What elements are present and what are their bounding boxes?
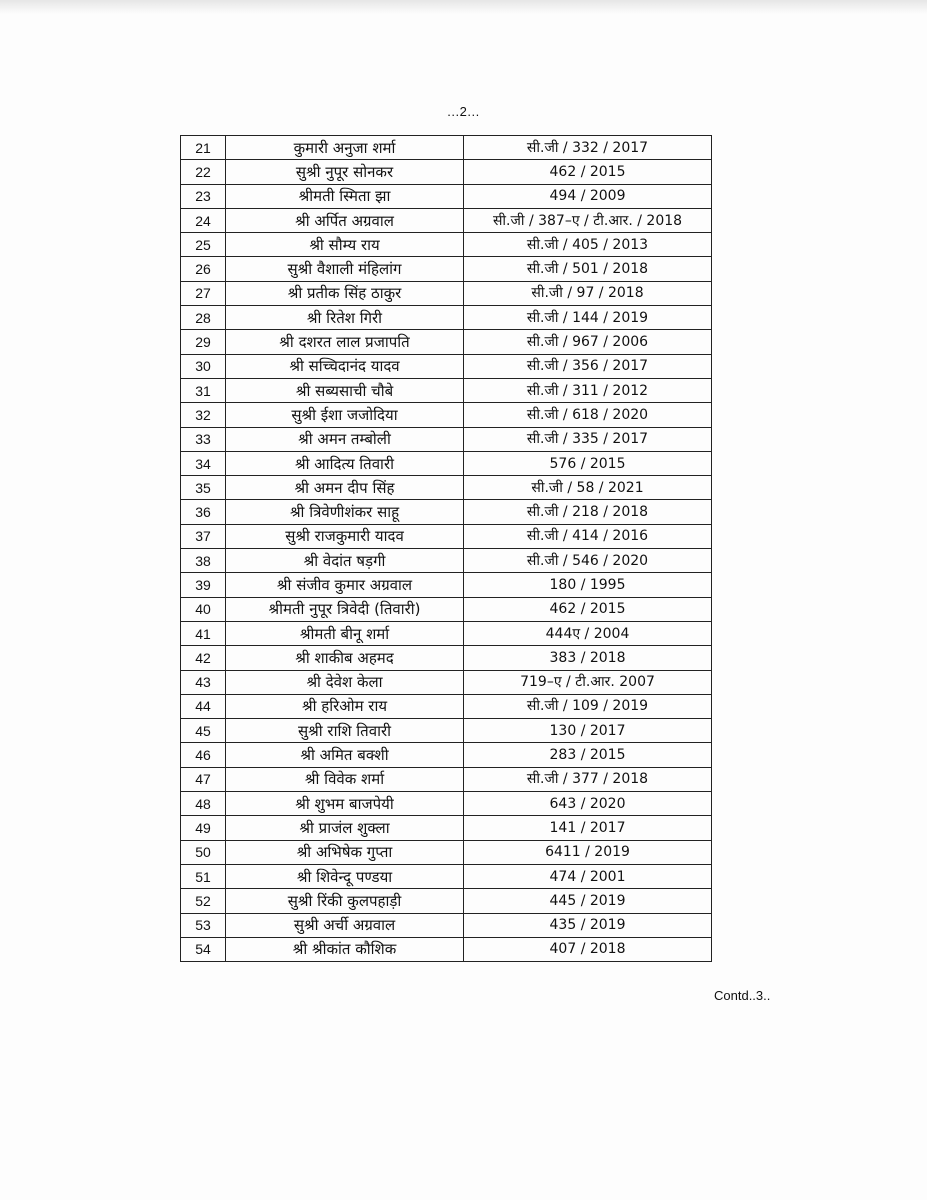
reference-number-cell: 444ए / 2004	[464, 621, 712, 645]
reference-number-cell: सी.जी / 501 / 2018	[464, 257, 712, 281]
name-cell: श्री देवेश केला	[226, 670, 464, 694]
serial-number-cell: 23	[181, 184, 226, 208]
serial-number-cell: 54	[181, 937, 226, 961]
name-cell: श्री वेदांत षड़गी	[226, 549, 464, 573]
table-row	[181, 500, 712, 524]
name-cell: श्री हरिओम राय	[226, 694, 464, 718]
serial-number-cell: 22	[181, 160, 226, 184]
reference-number-cell: 283 / 2015	[464, 743, 712, 767]
reference-number-cell: 445 / 2019	[464, 889, 712, 913]
table-row	[181, 767, 712, 791]
name-cell: श्री त्रिवेणीशंकर साहू	[226, 500, 464, 524]
name-cell: श्रीमती नुपूर त्रिवेदी (तिवारी)	[226, 597, 464, 621]
reference-number-cell: 383 / 2018	[464, 646, 712, 670]
serial-number-cell: 37	[181, 524, 226, 548]
table-row	[181, 937, 712, 961]
name-cell: सुश्री राजकुमारी यादव	[226, 524, 464, 548]
name-cell: श्री प्राजंल शुक्ला	[226, 816, 464, 840]
reference-number-cell: 576 / 2015	[464, 451, 712, 475]
reference-number-cell: सी.जी / 546 / 2020	[464, 549, 712, 573]
scan-edge-shadow	[0, 0, 927, 14]
table-row	[181, 792, 712, 816]
name-cell: कुमारी अनुजा शर्मा	[226, 136, 464, 160]
reference-number-cell: सी.जी / 144 / 2019	[464, 306, 712, 330]
table-row	[181, 233, 712, 257]
table-row	[181, 621, 712, 645]
serial-number-cell: 53	[181, 913, 226, 937]
serial-number-cell: 32	[181, 403, 226, 427]
name-cell: श्री अभिषेक गुप्ता	[226, 840, 464, 864]
name-cell: श्री अमन दीप सिंह	[226, 476, 464, 500]
officer-list-table	[180, 135, 712, 962]
table-row	[181, 889, 712, 913]
reference-number-cell: सी.जी / 405 / 2013	[464, 233, 712, 257]
table-row	[181, 354, 712, 378]
reference-number-cell: 719–ए / टी.आर. 2007	[464, 670, 712, 694]
reference-number-cell: 462 / 2015	[464, 160, 712, 184]
table-row	[181, 378, 712, 402]
serial-number-cell: 26	[181, 257, 226, 281]
serial-number-cell: 43	[181, 670, 226, 694]
serial-number-cell: 46	[181, 743, 226, 767]
table-row	[181, 840, 712, 864]
reference-number-cell: 407 / 2018	[464, 937, 712, 961]
name-cell: श्री अमित बक्शी	[226, 743, 464, 767]
serial-number-cell: 41	[181, 621, 226, 645]
page-number: ...2...	[447, 104, 480, 119]
serial-number-cell: 39	[181, 573, 226, 597]
reference-number-cell: सी.जी / 58 / 2021	[464, 476, 712, 500]
name-cell: श्री दशरत लाल प्रजापति	[226, 330, 464, 354]
name-cell: सुश्री रिंकी कुलपहाड़ी	[226, 889, 464, 913]
table-row	[181, 306, 712, 330]
table-row	[181, 816, 712, 840]
reference-number-cell: 435 / 2019	[464, 913, 712, 937]
table-row	[181, 476, 712, 500]
name-cell: सुश्री वैशाली मंहिलांग	[226, 257, 464, 281]
name-cell: श्री सब्यसाची चौबे	[226, 378, 464, 402]
table-row	[181, 524, 712, 548]
reference-number-cell: सी.जी / 618 / 2020	[464, 403, 712, 427]
serial-number-cell: 51	[181, 864, 226, 888]
name-cell: श्री प्रतीक सिंह ठाकुर	[226, 281, 464, 305]
reference-number-cell: सी.जी / 377 / 2018	[464, 767, 712, 791]
serial-number-cell: 29	[181, 330, 226, 354]
serial-number-cell: 52	[181, 889, 226, 913]
serial-number-cell: 44	[181, 694, 226, 718]
reference-number-cell: 643 / 2020	[464, 792, 712, 816]
name-cell: श्री शुभम बाजपेयी	[226, 792, 464, 816]
reference-number-cell: सी.जी / 335 / 2017	[464, 427, 712, 451]
table-row	[181, 597, 712, 621]
name-cell: श्री अमन तम्बोली	[226, 427, 464, 451]
reference-number-cell: सी.जी / 218 / 2018	[464, 500, 712, 524]
serial-number-cell: 45	[181, 719, 226, 743]
serial-number-cell: 50	[181, 840, 226, 864]
reference-number-cell: सी.जी / 356 / 2017	[464, 354, 712, 378]
continued-note: Contd..3..	[714, 988, 771, 1003]
table-row	[181, 646, 712, 670]
table-row	[181, 573, 712, 597]
name-cell: श्री रितेश गिरी	[226, 306, 464, 330]
serial-number-cell: 35	[181, 476, 226, 500]
name-cell: सुश्री राशि तिवारी	[226, 719, 464, 743]
name-cell: श्री सच्चिदानंद यादव	[226, 354, 464, 378]
table-row	[181, 136, 712, 160]
name-cell: श्रीमती बीनू शर्मा	[226, 621, 464, 645]
name-cell: श्री अर्पित अग्रवाल	[226, 208, 464, 232]
reference-number-cell: 474 / 2001	[464, 864, 712, 888]
name-cell: सुश्री ईशा जजोदिया	[226, 403, 464, 427]
table-row	[181, 257, 712, 281]
name-cell: श्री शिवेन्दू पण्डया	[226, 864, 464, 888]
table-row	[181, 913, 712, 937]
table-row	[181, 208, 712, 232]
reference-number-cell: 180 / 1995	[464, 573, 712, 597]
serial-number-cell: 49	[181, 816, 226, 840]
serial-number-cell: 48	[181, 792, 226, 816]
reference-number-cell: सी.जी / 414 / 2016	[464, 524, 712, 548]
table-row	[181, 184, 712, 208]
table-row	[181, 281, 712, 305]
reference-number-cell: 494 / 2009	[464, 184, 712, 208]
reference-number-cell: 6411 / 2019	[464, 840, 712, 864]
table-row	[181, 743, 712, 767]
serial-number-cell: 34	[181, 451, 226, 475]
table-row	[181, 719, 712, 743]
name-cell: श्री शाकीब अहमद	[226, 646, 464, 670]
reference-number-cell: 462 / 2015	[464, 597, 712, 621]
table-row	[181, 451, 712, 475]
table-row	[181, 160, 712, 184]
reference-number-cell: सी.जी / 109 / 2019	[464, 694, 712, 718]
name-cell: श्री विवेक शर्मा	[226, 767, 464, 791]
serial-number-cell: 28	[181, 306, 226, 330]
name-cell: श्री आदित्य तिवारी	[226, 451, 464, 475]
reference-number-cell: सी.जी / 311 / 2012	[464, 378, 712, 402]
serial-number-cell: 33	[181, 427, 226, 451]
table-row	[181, 670, 712, 694]
serial-number-cell: 36	[181, 500, 226, 524]
serial-number-cell: 38	[181, 549, 226, 573]
serial-number-cell: 27	[181, 281, 226, 305]
serial-number-cell: 42	[181, 646, 226, 670]
reference-number-cell: सी.जी / 967 / 2006	[464, 330, 712, 354]
table-row	[181, 694, 712, 718]
serial-number-cell: 25	[181, 233, 226, 257]
reference-number-cell: 141 / 2017	[464, 816, 712, 840]
reference-number-cell: 130 / 2017	[464, 719, 712, 743]
serial-number-cell: 24	[181, 208, 226, 232]
serial-number-cell: 31	[181, 378, 226, 402]
serial-number-cell: 40	[181, 597, 226, 621]
serial-number-cell: 21	[181, 136, 226, 160]
table-row	[181, 330, 712, 354]
name-cell: श्री सौम्य राय	[226, 233, 464, 257]
table-row	[181, 427, 712, 451]
serial-number-cell: 30	[181, 354, 226, 378]
table-row	[181, 403, 712, 427]
reference-number-cell: सी.जी / 97 / 2018	[464, 281, 712, 305]
table-body	[181, 136, 712, 962]
table-row	[181, 549, 712, 573]
name-cell: सुश्री अर्ची अग्रवाल	[226, 913, 464, 937]
table-row	[181, 864, 712, 888]
name-cell: श्री संजीव कुमार अग्रवाल	[226, 573, 464, 597]
name-cell: श्री श्रीकांत कौशिक	[226, 937, 464, 961]
serial-number-cell: 47	[181, 767, 226, 791]
name-cell: सुश्री नुपूर सोनकर	[226, 160, 464, 184]
name-cell: श्रीमती स्मिता झा	[226, 184, 464, 208]
reference-number-cell: सी.जी / 387–ए / टी.आर. / 2018	[464, 208, 712, 232]
reference-number-cell: सी.जी / 332 / 2017	[464, 136, 712, 160]
